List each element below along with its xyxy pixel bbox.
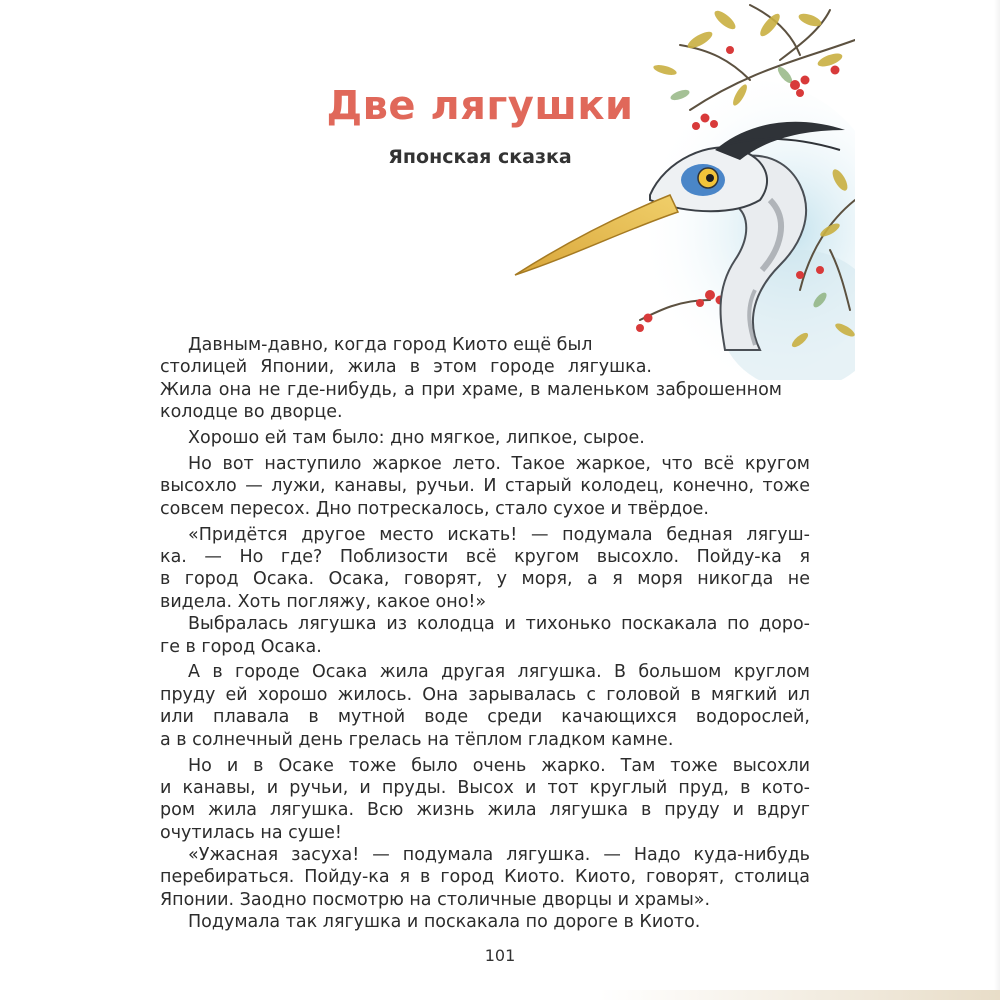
text-line: ге в город Осака. <box>160 636 322 657</box>
text-line: и канавы, и ручьи, и пруды. Высох и тот круглый пруд, в кото- <box>160 777 810 798</box>
text-line: Давным-давно, когда город Киото ещё был <box>188 335 593 355</box>
scan-edge <box>994 0 1000 1000</box>
text-line: очутилась на суше! <box>160 822 342 843</box>
page-number: 101 <box>484 946 516 965</box>
text-line: Выбралась лягушка из колодца и тихонько поскакала по доро- <box>188 614 810 635</box>
text-line: совсем пересох. Дно потрескалось, стало сухое и твёрдое. <box>160 498 709 519</box>
text-line: Подумала так лягушка и поскакала по дороге в Киото. <box>188 912 701 933</box>
text-line: перебираться. Пойду-ка я в город Киото. Киото, говорят, столица <box>160 867 810 888</box>
text-line: «Ужасная засуха! — подумала лягушка. — Надо куда-нибудь <box>188 845 810 866</box>
text-line: ка. — Но где? Поблизости всё кругом высохло. Пойду-ка я <box>160 547 810 568</box>
scan-shadow <box>600 990 1000 1000</box>
text-line: колодце во дворце. <box>160 402 343 423</box>
text-line: ром жила лягушка. Всю жизнь жила лягушка в пруду и вдруг <box>160 800 810 821</box>
text-line: столицей Японии, жила в этом городе лягушка. <box>160 357 652 378</box>
heron-illustration <box>500 0 855 380</box>
text-line: Но вот наступило жаркое лето. Такое жаркое, что всё кругом <box>188 453 810 474</box>
text-line: а в солнечный день грелась на тёплом гладком камне. <box>160 729 674 750</box>
text-line: «Придётся другое место искать! — подумала бедная лягуш- <box>188 524 810 545</box>
story-subtitle: Японская сказка <box>388 146 572 168</box>
story-text <box>160 334 820 934</box>
text-line: А в городе Осака жила другая лягушка. В большом круглом <box>188 662 810 683</box>
text-line: высохло — лужи, канавы, ручьи. И старый колодец, конечно, тоже <box>160 476 810 497</box>
text-line: Но и в Осаке тоже было очень жарко. Там тоже высохли <box>188 755 810 776</box>
text-line: видела. Хоть погляжу, какое оно!» <box>160 591 487 612</box>
story-title: Две лягушки <box>326 83 634 129</box>
text-line: пруду ей хорошо жилось. Она зарывалась с головой в мягкий ил <box>160 684 810 705</box>
text-line: в город Осака. Осака, говорят, у моря, а я моря никогда не <box>160 569 810 590</box>
text-line: или плавала в мутной воде среди качающихся водорослей, <box>160 707 810 728</box>
text-line: Жила она не где-нибудь, а при храме, в маленьком заброшенном <box>160 379 782 400</box>
text-line: Хорошо ей там было: дно мягкое, липкое, сырое. <box>188 428 645 449</box>
text-line: Японии. Заодно посмотрю на столичные дворцы и храмы». <box>160 889 711 910</box>
